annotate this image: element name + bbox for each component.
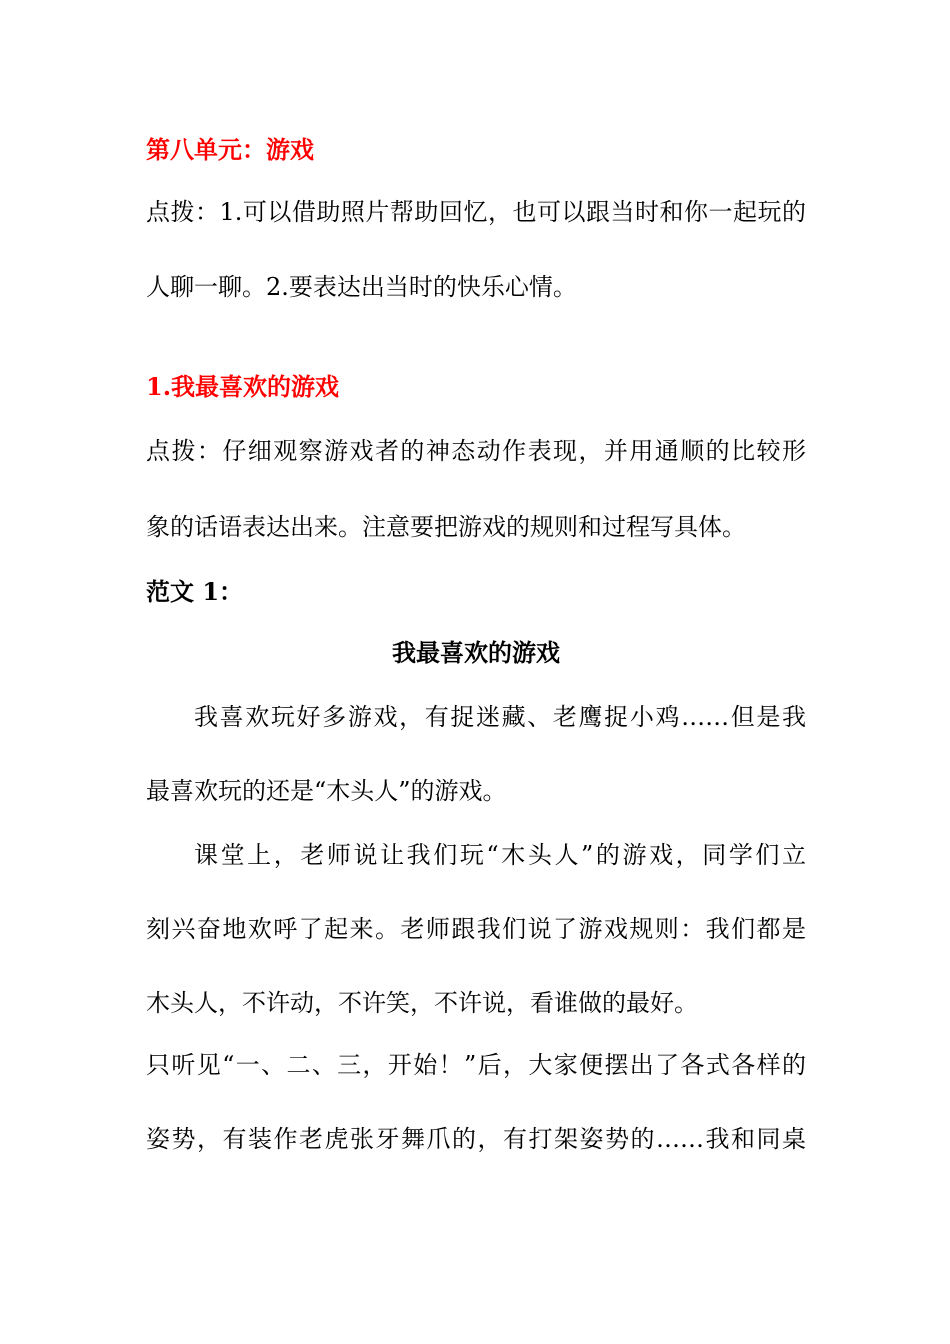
essay-line: 姿势，有装作老虎张牙舞爪的，有打架姿势的……我和同桌	[146, 1125, 806, 1153]
unit-tip-line-1: 点拨：1.可以借助照片帮助回忆，也可以跟当时和你一起玩的	[146, 198, 806, 226]
essay-line: 只听见“一、二、三，开始！”后，大家便摆出了各式各样的	[146, 1051, 806, 1079]
unit-heading: 第八单元：游戏	[146, 135, 314, 164]
sample-label: 范文 1：	[146, 577, 244, 606]
essay-line: 刻兴奋地欢呼了起来。老师跟我们说了游戏规则：我们都是	[146, 915, 806, 943]
section-tip-line-1: 点拨：仔细观察游戏者的神态动作表现，并用通顺的比较形	[146, 437, 806, 465]
essay-title: 我最喜欢的游戏	[392, 638, 560, 667]
section-tip-line-2: 象的话语表达出来。注意要把游戏的规则和过程写具体。	[146, 513, 746, 541]
essay-line: 课堂上，老师说让我们玩“木头人”的游戏，同学们立	[194, 841, 806, 869]
unit-tip-line-2: 人聊一聊。2.要表达出当时的快乐心情。	[146, 273, 577, 301]
essay-line: 木头人，不许动，不许笑，不许说，看谁做的最好。	[146, 989, 698, 1017]
section-heading: 1.我最喜欢的游戏	[146, 372, 340, 401]
essay-line: 最喜欢玩的还是“木头人”的游戏。	[146, 777, 507, 805]
essay-line: 我喜欢玩好多游戏，有捉迷藏、老鹰捉小鸡……但是我	[194, 703, 806, 731]
